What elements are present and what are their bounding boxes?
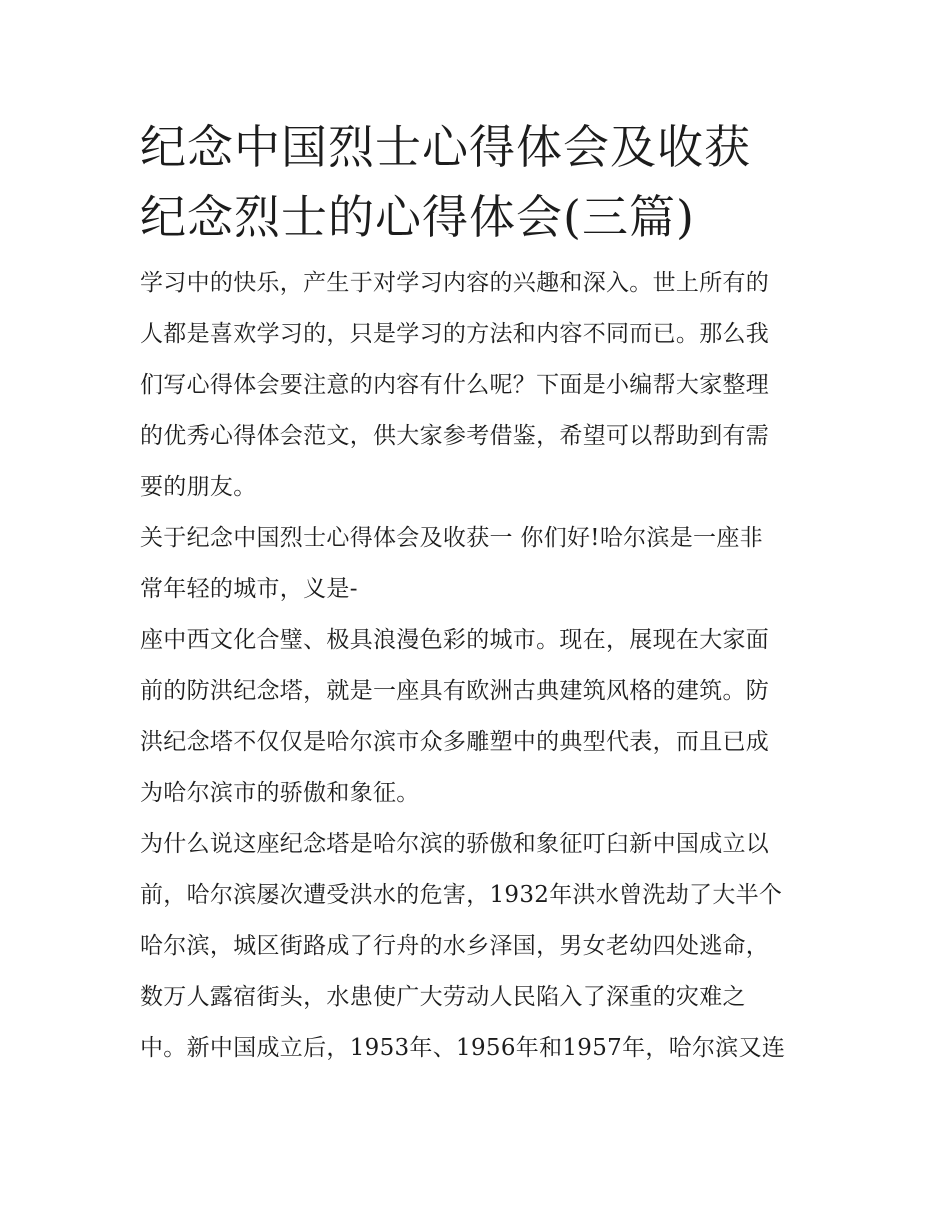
body-line: 数万人露宿街头，水患使广大劳动人民陷入了深重的灾难之 (140, 984, 746, 1010)
body-line: 中。新中国成立后，1953年、1956年和1957年，哈尔滨又连 (140, 1035, 786, 1061)
body-line: 常年轻的城市，义是- (140, 576, 358, 602)
document-title (140, 112, 820, 252)
body-line: 前的防洪纪念塔，就是一座具有欧洲古典建筑风格的建筑。防 (140, 678, 770, 704)
body-line: 们写心得体会要注意的内容有什么呢？下面是小编帮大家整理 (140, 372, 770, 398)
title-line: 纪念中国烈士心得体会及收获 (140, 120, 751, 174)
body-line: 为什么说这座纪念塔是哈尔滨的骄傲和象征叮臼新中国成立以 (140, 831, 770, 857)
body-line: 洪纪念塔不仅仅是哈尔滨市众多雕塑中的典型代表，而且已成 (140, 729, 770, 755)
document-body (140, 258, 820, 1074)
body-line: 关于纪念中国烈士心得体会及收获一 你们好!哈尔滨是一座非 (140, 525, 763, 551)
body-line: 座中西文化合璧、极具浪漫色彩的城市。现在，展现在大家面 (140, 627, 770, 653)
body-line: 学习中的快乐，产生于对学习内容的兴趣和深入。世上所有的 (140, 270, 770, 296)
body-line: 为哈尔滨市的骄傲和象征。 (140, 780, 420, 806)
title-line: 纪念烈士的心得体会(三篇) (140, 190, 695, 244)
body-line: 前，哈尔滨屡次遭受洪水的危害，1932年洪水曾洗劫了大半个 (140, 882, 783, 908)
body-line: 要的朋友。 (140, 474, 257, 500)
document-content (140, 112, 820, 1074)
body-line: 人都是喜欢学习的，只是学习的方法和内容不同而已。那么我 (140, 321, 770, 347)
body-line: 哈尔滨，城区街路成了行舟的水乡泽国，男女老幼四处逃命， (140, 933, 770, 959)
body-line: 的优秀心得体会范文，供大家参考借鉴，希望可以帮助到有需 (140, 423, 770, 449)
